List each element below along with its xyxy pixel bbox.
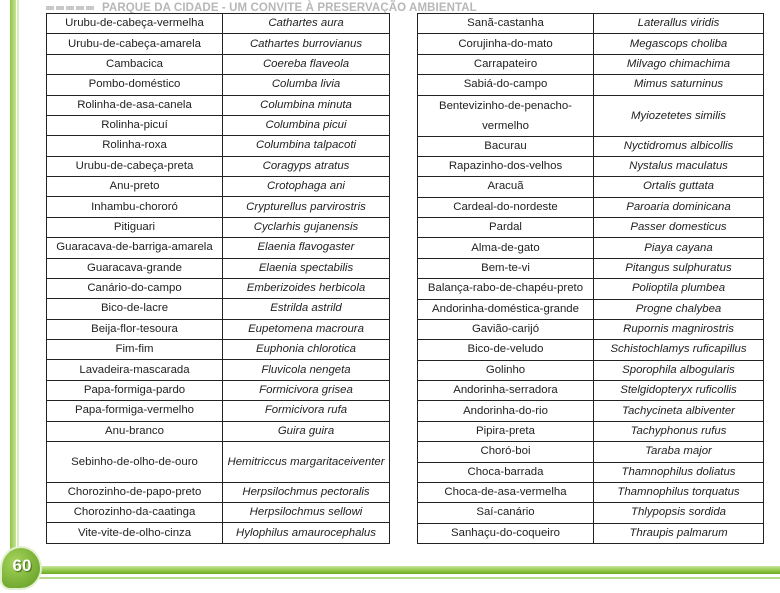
common-name-cell: Gavião-carijó <box>418 319 594 339</box>
table-row <box>418 156 764 176</box>
scientific-name-cell: Cathartes aura <box>223 14 390 34</box>
common-name-cell: Sabiá-do-campo <box>418 75 594 95</box>
scientific-name-cell: Nyctidromus albicollis <box>594 136 764 156</box>
common-name-cell: Urubu-de-cabeça-vermelha <box>47 14 223 34</box>
common-name-cell: Aracuã <box>418 177 594 197</box>
species-table-right <box>417 13 764 544</box>
table-row <box>47 421 390 441</box>
table-row <box>418 218 764 238</box>
scientific-name-cell: Thlypopsis sordida <box>594 503 764 523</box>
table-row <box>418 177 764 197</box>
common-name-cell: Rolinha-picuí <box>47 115 223 135</box>
table-row <box>47 75 390 95</box>
table-row <box>418 319 764 339</box>
common-name-cell: Saí-canário <box>418 503 594 523</box>
common-name-cell: Guaracava-grande <box>47 258 223 278</box>
common-name-cell: Papa-formiga-vermelho <box>47 401 223 421</box>
table-row <box>47 95 390 115</box>
scientific-name-cell: Passer domesticus <box>594 218 764 238</box>
table-row <box>418 503 764 523</box>
scientific-name-cell: Euphonia chlorotica <box>223 340 390 360</box>
common-name-cell: Inhambu-chororó <box>47 197 223 217</box>
scientific-name-cell: Columba livia <box>223 75 390 95</box>
scientific-name-cell: Cyclarhis gujanensis <box>223 217 390 237</box>
page-number: 60 <box>12 556 32 575</box>
common-name-cell: Pipira-preta <box>418 421 594 441</box>
common-name-cell: Vite-vite-de-olho-cinza <box>47 523 223 543</box>
scientific-name-cell: Emberizoides herbicola <box>223 278 390 298</box>
table-row <box>418 421 764 441</box>
table-row <box>418 238 764 258</box>
table-row <box>47 136 390 156</box>
common-name-cell: Urubu-de-cabeça-amarela <box>47 34 223 54</box>
scientific-name-cell: Thamnophilus torquatus <box>594 482 764 502</box>
scientific-name-cell: Hemitriccus margaritaceiventer <box>223 441 390 482</box>
scientific-name-cell: Megascops choliba <box>594 34 764 54</box>
common-name-cell: Choca-de-asa-vermelha <box>418 482 594 502</box>
table-row <box>418 34 764 54</box>
scientific-name-cell: Thamnophilus doliatus <box>594 462 764 482</box>
common-name-cell: Cardeal-do-nordeste <box>418 197 594 217</box>
scientific-name-cell: Paroaria dominicana <box>594 197 764 217</box>
scientific-name-cell: Estrilda astrild <box>223 299 390 319</box>
scientific-name-cell: Coereba flaveola <box>223 54 390 74</box>
scientific-name-cell: Thraupis palmarum <box>594 523 764 543</box>
scientific-name-cell: Stelgidopteryx ruficollis <box>594 381 764 401</box>
table-row <box>47 299 390 319</box>
table-row <box>418 401 764 421</box>
footer-bar <box>36 566 780 574</box>
common-name-cell: Sebinho-de-olho-de-ouro <box>47 441 223 482</box>
table-row <box>47 54 390 74</box>
common-name-cell: Urubu-de-cabeça-preta <box>47 156 223 176</box>
table-row <box>418 462 764 482</box>
common-name-cell: Andorinha-do-rio <box>418 401 594 421</box>
scientific-name-cell: Elaenia spectabilis <box>223 258 390 278</box>
scientific-name-cell: Formicivora rufa <box>223 401 390 421</box>
scientific-name-cell: Elaenia flavogaster <box>223 238 390 258</box>
table-row <box>47 197 390 217</box>
page-title: PARQUE DA CIDADE - UM CONVITE À PRESERVAÇÃO AMBIENTAL <box>102 2 477 14</box>
header-dashes <box>46 6 96 10</box>
table-row <box>418 136 764 156</box>
scientific-name-cell: Ortalis guttata <box>594 177 764 197</box>
table-row <box>418 75 764 95</box>
common-name-cell: Golinho <box>418 360 594 380</box>
scientific-name-cell: Laterallus viridis <box>594 14 764 34</box>
common-name-cell: Andorinha-serradora <box>418 381 594 401</box>
scientific-name-cell: Sporophila albogularis <box>594 360 764 380</box>
scientific-name-cell: Guira guira <box>223 421 390 441</box>
scientific-name-cell: Eupetomena macroura <box>223 319 390 339</box>
table-row <box>47 217 390 237</box>
table-row <box>418 340 764 360</box>
common-name-cell: Bico-de-veludo <box>418 340 594 360</box>
scientific-name-cell: Taraba major <box>594 442 764 462</box>
scientific-name-cell: Formicivora grisea <box>223 380 390 400</box>
left-decorative-line <box>17 0 19 555</box>
table-row <box>418 95 764 136</box>
table-row <box>47 238 390 258</box>
common-name-cell: Chorozinho-da-caatinga <box>47 503 223 523</box>
scientific-name-cell: Milvago chimachima <box>594 54 764 74</box>
common-name-cell: Cambacica <box>47 54 223 74</box>
common-name-cell: Pitiguari <box>47 217 223 237</box>
table-row <box>47 14 390 34</box>
common-name-cell: Anu-branco <box>47 421 223 441</box>
common-name-cell: Anu-preto <box>47 177 223 197</box>
common-name-cell: Bacurau <box>418 136 594 156</box>
table-row <box>47 258 390 278</box>
table-row <box>47 482 390 502</box>
common-name-cell: Pardal <box>418 218 594 238</box>
table-row <box>418 258 764 278</box>
common-name-cell: Sanã-castanha <box>418 14 594 34</box>
scientific-name-cell: Columbina picui <box>223 115 390 135</box>
common-name-cell: Choca-barrada <box>418 462 594 482</box>
scientific-name-cell: Coragyps atratus <box>223 156 390 176</box>
common-name-cell: Lavadeira-mascarada <box>47 360 223 380</box>
common-name-cell: Rolinha-roxa <box>47 136 223 156</box>
table-row <box>47 278 390 298</box>
scientific-name-cell: Myiozetetes similis <box>594 95 764 136</box>
scientific-name-cell: Tachycineta albiventer <box>594 401 764 421</box>
common-name-cell: Canário-do-campo <box>47 278 223 298</box>
scientific-name-cell: Hylophilus amaurocephalus <box>223 523 390 543</box>
table-row <box>47 401 390 421</box>
table-row <box>418 54 764 74</box>
table-row <box>47 523 390 543</box>
common-name-cell: Corujinha-do-mato <box>418 34 594 54</box>
common-name-cell: Bentevizinho-de-penacho-vermelho <box>418 95 594 136</box>
table-row <box>418 482 764 502</box>
scientific-name-cell: Rupornis magnirostris <box>594 319 764 339</box>
common-name-cell: Beija-flor-tesoura <box>47 319 223 339</box>
scientific-name-cell: Columbina minuta <box>223 95 390 115</box>
scientific-name-cell: Piaya cayana <box>594 238 764 258</box>
scientific-name-cell: Herpsilochmus sellowi <box>223 503 390 523</box>
scientific-name-cell: Fluvicola nengeta <box>223 360 390 380</box>
scientific-name-cell: Mimus saturninus <box>594 75 764 95</box>
table-row <box>47 340 390 360</box>
table-row <box>418 279 764 299</box>
scientific-name-cell: Pitangus sulphuratus <box>594 258 764 278</box>
footer-line <box>36 577 780 579</box>
table-row <box>47 177 390 197</box>
scientific-name-cell: Crypturellus parvirostris <box>223 197 390 217</box>
table-row <box>418 360 764 380</box>
common-name-cell: Bico-de-lacre <box>47 299 223 319</box>
table-row <box>418 14 764 34</box>
table-row <box>47 115 390 135</box>
table-row <box>47 34 390 54</box>
common-name-cell: Choró-boi <box>418 442 594 462</box>
scientific-name-cell: Progne chalybea <box>594 299 764 319</box>
common-name-cell: Bem-te-vi <box>418 258 594 278</box>
table-row <box>47 503 390 523</box>
common-name-cell: Guaracava-de-barriga-amarela <box>47 238 223 258</box>
common-name-cell: Papa-formiga-pardo <box>47 380 223 400</box>
common-name-cell: Rapazinho-dos-velhos <box>418 156 594 176</box>
scientific-name-cell: Herpsilochmus pectoralis <box>223 482 390 502</box>
table-row <box>418 197 764 217</box>
table-row <box>418 381 764 401</box>
common-name-cell: Rolinha-de-asa-canela <box>47 95 223 115</box>
common-name-cell: Carrapateiro <box>418 54 594 74</box>
left-decorative-stripe <box>10 0 16 560</box>
common-name-cell: Sanhaçu-do-coqueiro <box>418 523 594 543</box>
scientific-name-cell: Schistochlamys ruficapillus <box>594 340 764 360</box>
table-row <box>47 156 390 176</box>
scientific-name-cell: Columbina talpacoti <box>223 136 390 156</box>
common-name-cell: Balança-rabo-de-chapéu-preto <box>418 279 594 299</box>
table-row <box>418 523 764 543</box>
common-name-cell: Pombo-doméstico <box>47 75 223 95</box>
common-name-cell: Alma-de-gato <box>418 238 594 258</box>
scientific-name-cell: Polioptila plumbea <box>594 279 764 299</box>
table-row <box>47 360 390 380</box>
scientific-name-cell: Nystalus maculatus <box>594 156 764 176</box>
scientific-name-cell: Crotophaga ani <box>223 177 390 197</box>
table-row <box>47 441 390 482</box>
common-name-cell: Chorozinho-de-papo-preto <box>47 482 223 502</box>
table-row <box>47 319 390 339</box>
common-name-cell: Andorinha-doméstica-grande <box>418 299 594 319</box>
scientific-name-cell: Cathartes burrovianus <box>223 34 390 54</box>
common-name-cell: Fim-fim <box>47 340 223 360</box>
table-row <box>47 380 390 400</box>
species-table-left <box>46 13 390 544</box>
scientific-name-cell: Tachyphonus rufus <box>594 421 764 441</box>
table-row <box>418 442 764 462</box>
table-row <box>418 299 764 319</box>
